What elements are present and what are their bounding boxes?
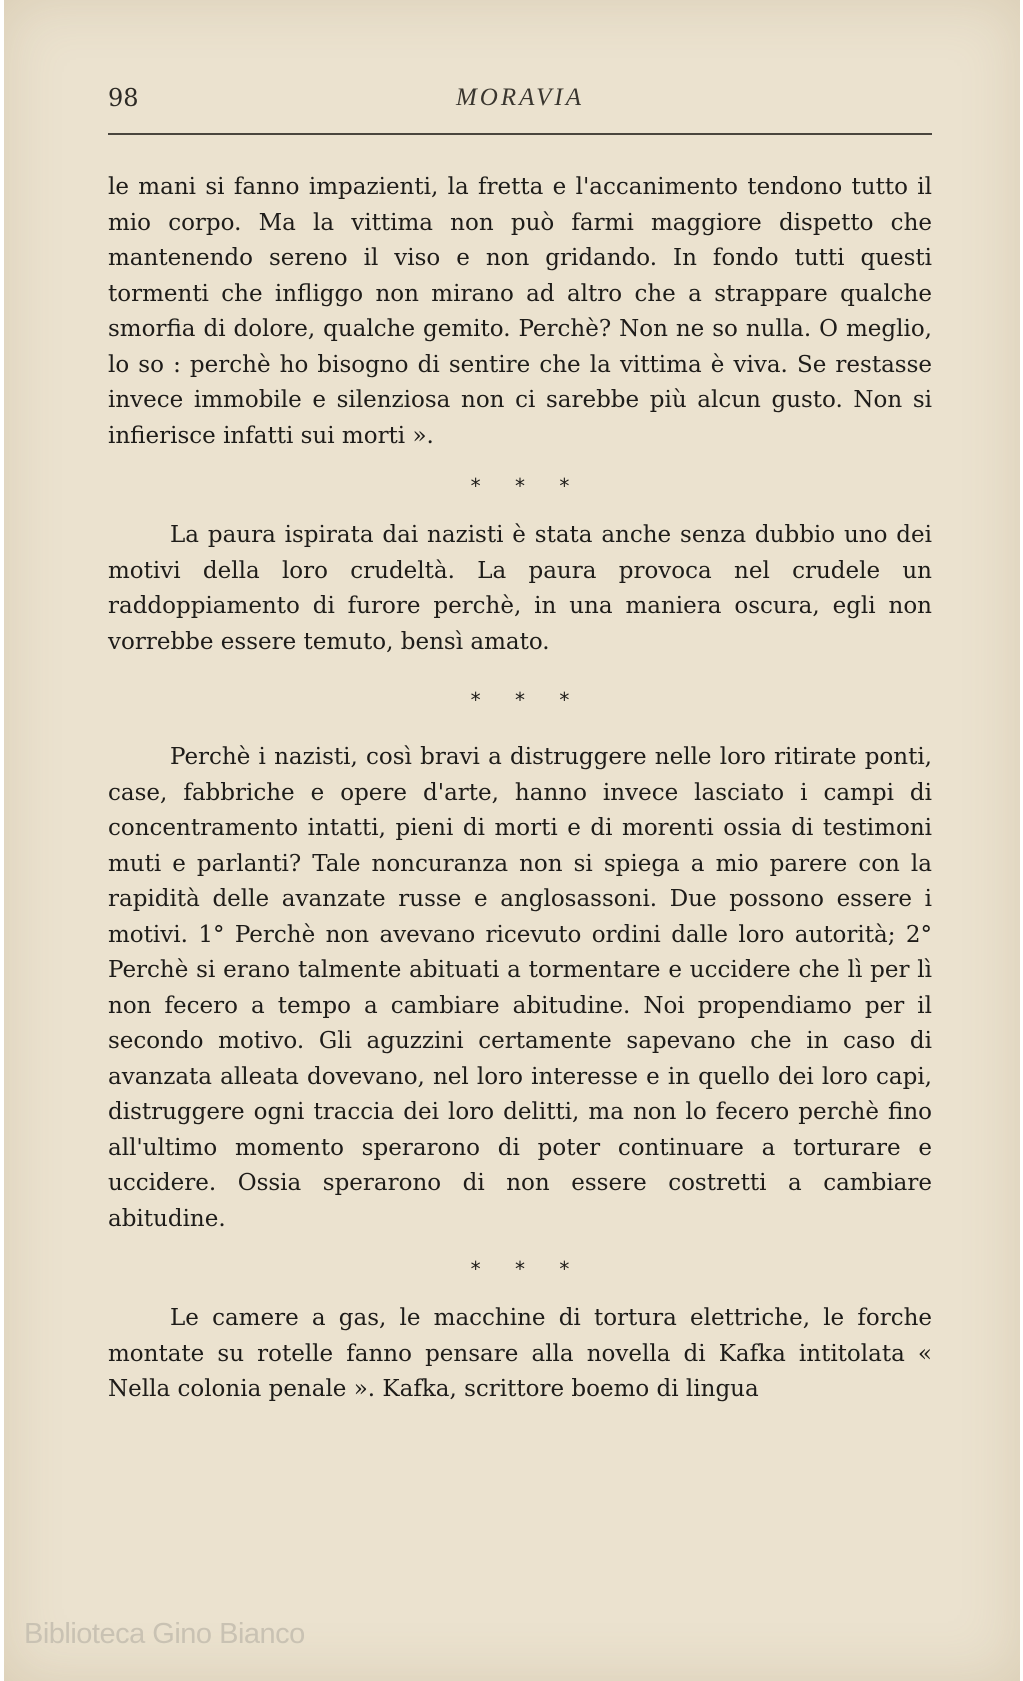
paragraph: La paura ispirata dai nazisti è stata anche senza dubbio uno dei motivi della loro crudeltà. La paura provoca nel crudele un raddoppiamento di furore perchè, in una maniera oscura, egli non vorrebbe essere temuto, bensì amato.	[108, 522, 932, 655]
library-watermark: Biblioteca Gino Bianco	[24, 1618, 305, 1650]
section-separator: * * *	[470, 1257, 584, 1281]
header-rule	[108, 133, 932, 135]
page-number: 98	[108, 84, 139, 112]
page-header	[108, 84, 932, 124]
section-separator: * * *	[470, 688, 584, 712]
section-separator: * * *	[470, 474, 584, 498]
page-body	[108, 170, 932, 1408]
paragraph: Le camere a gas, le macchine di tortura elettriche, le forche montate su rotelle fanno pensare alla novella di Kafka intitolata « Nella colonia penale ». Kafka, scrittore boemo di lingua	[108, 1305, 932, 1402]
running-head: MORAVIA	[455, 84, 585, 111]
paragraph: le mani si fanno impazienti, la fretta e l'accanimento tendono tutto il mio corpo. Ma la vittima non può farmi maggiore dispetto che mantenendo sereno il viso e non gridando. In fondo tutti questi tormenti che infliggo non mirano ad altro che a strappare qualche smorfia di dolore, qualche gemito. Perchè? Non ne so nulla. O meglio, lo so : perchè ho bisogno di sentire che la vittima è viva. Se restasse invece immobile e silenziosa non ci sarebbe più alcun gusto. Non si infierisce infatti sui morti ».	[108, 174, 932, 449]
book-page	[4, 0, 1020, 1681]
paragraph: Perchè i nazisti, così bravi a distruggere nelle loro ritirate ponti, case, fabbriche e opere d'arte, hanno invece lasciato i campi di concentramento intatti, pieni di morti e di morenti ossia di testimoni muti e parlanti? Tale noncuranza non si spiega a mio parere con la rapidità delle avanzate russe e anglosassoni. Due possono essere i motivi. 1° Perchè non avevano ricevuto ordini dalle loro autorità; 2° Perchè si erano talmente abituati a tormentare e uccidere che lì per lì non fecero a tempo a cambiare abitudine. Noi propendiamo per il secondo motivo. Gli aguzzini certamente sapevano che in caso di avanzata alleata dovevano, nel loro interesse e in quello dei loro capi, distruggere ogni traccia dei loro delitti, ma non lo fecero perchè fino all'ultimo momento sperarono di poter continuare a torturare e uccidere. Ossia sperarono di non essere costretti a cambiare abitudine.	[108, 744, 932, 1232]
